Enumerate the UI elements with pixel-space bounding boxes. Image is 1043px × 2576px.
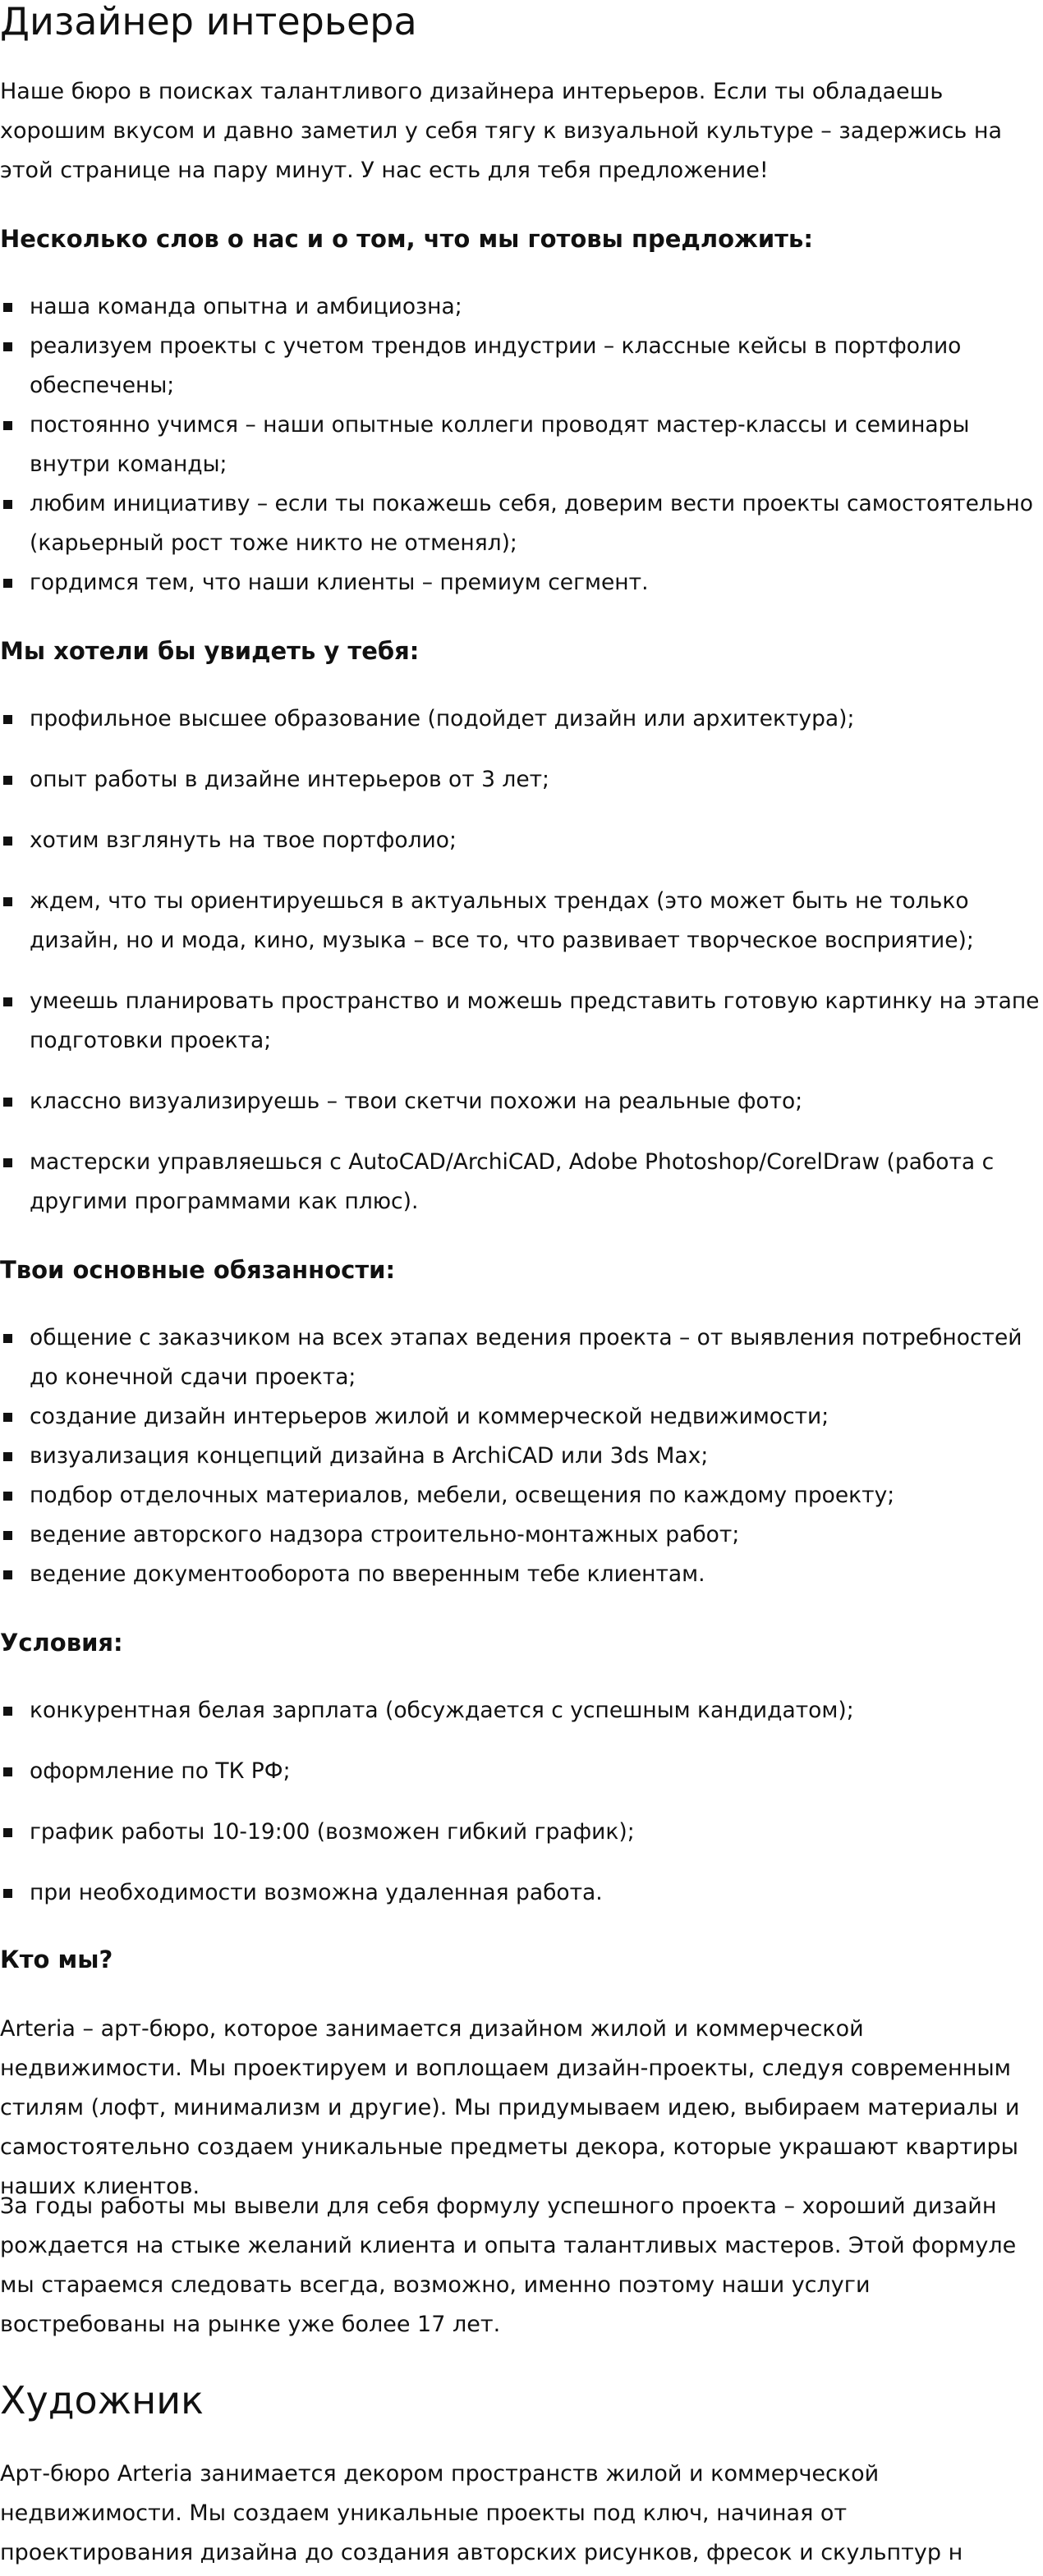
about-list <box>0 287 1041 603</box>
list-item-text: умеешь планировать пространство и можешь представить готовую картинку на этапе подготовки проекта; <box>30 988 1040 1053</box>
bullet-icon <box>3 342 12 351</box>
vacancy-title-interior-designer: Дизайнер интерьера <box>0 0 417 44</box>
bullet-icon <box>3 1492 12 1501</box>
list-item <box>0 327 1041 406</box>
bullet-icon <box>3 1452 12 1461</box>
bullet-icon <box>3 837 12 846</box>
vacancy-title-artist: Художник <box>0 2378 204 2422</box>
list-item-text: классно визуализируешь – твои скетчи похожи на реальные фото; <box>30 1089 803 1114</box>
bullet-icon <box>3 1828 12 1837</box>
bullet-icon <box>3 500 12 509</box>
list-item <box>0 1318 1041 1397</box>
list-item <box>0 699 1041 739</box>
who-paragraph-1: Arteria – арт-бюро, которое занимается дизайном жилой и коммерческой недвижимости. Мы проектируем и воплощаем дизайн-проекты, следуя современным стилям (лофт, минимализм и другие). Мы придумываем идею, выбираем материалы и самостоятельно создаем уникальные предметы декора, которые украшают квартиры наших клиентов. <box>0 2016 1020 2199</box>
bullet-icon <box>3 1531 12 1540</box>
list-item-text: опыт работы в дизайне интерьеров от 3 лет; <box>30 767 549 792</box>
list-item <box>0 1873 1041 1913</box>
list-item-text: постоянно учимся – наши опытные коллеги проводят мастер-классы и семинары внутри команды; <box>30 412 970 477</box>
list-item <box>0 1143 1041 1222</box>
conditions-heading: Условия: <box>0 1629 123 1657</box>
list-item <box>0 1555 1041 1594</box>
list-item <box>0 563 1041 603</box>
list-item-text: ведение авторского надзора строительно-монтажных работ; <box>30 1522 740 1547</box>
requirements-heading: Мы хотели бы увидеть у тебя: <box>0 637 420 665</box>
about-heading: Несколько слов о нас и о том, что мы готовы предложить: <box>0 225 813 253</box>
who-heading: Кто мы? <box>0 1946 113 1973</box>
list-item <box>0 406 1041 484</box>
list-item <box>0 484 1041 563</box>
who-paragraph-2: За годы работы мы вывели для себя формулу успешного проекта – хороший дизайн рождается на стыке желаний клиента и опыта талантливых мастеров. Этой формуле мы стараемся следовать всегда, возможно, именно поэтому наши услуги востребованы на рынке уже более 17 лет. <box>0 2193 1017 2337</box>
list-item-text: любим инициативу – если ты покажешь себя, доверим вести проекты самостоятельно (карьерный рост тоже никто не отменял); <box>30 491 1034 556</box>
list-item-text: при необходимости возможна удаленная работа. <box>30 1880 603 1905</box>
list-item-text: гордимся тем, что наши клиенты – премиум сегмент. <box>30 570 649 595</box>
bullet-icon <box>3 1098 12 1107</box>
list-item-text: конкурентная белая зарплата (обсуждается с успешным кандидатом); <box>30 1698 854 1723</box>
bullet-icon <box>3 1570 12 1579</box>
bullet-icon <box>3 715 12 724</box>
list-item-text: хотим взглянуть на твое портфолио; <box>30 827 457 853</box>
list-item <box>0 1752 1041 1791</box>
bullet-icon <box>3 1889 12 1898</box>
list-item <box>0 982 1041 1061</box>
bullet-icon <box>3 303 12 312</box>
list-item-text: реализуем проекты с учетом трендов индустрии – классные кейсы в портфолио обеспечены; <box>30 333 962 398</box>
bullet-icon <box>3 1707 12 1716</box>
list-item-text: подбор отделочных материалов, мебели, освещения по каждому проекту; <box>30 1483 895 1508</box>
list-item <box>0 1082 1041 1121</box>
bullet-icon <box>3 1158 12 1167</box>
list-item <box>0 287 1041 327</box>
bullet-icon <box>3 1413 12 1422</box>
list-item-text: общение с заказчиком на всех этапах ведения проекта – от выявления потребностей до конечной сдачи проекта; <box>30 1325 1022 1390</box>
list-item <box>0 1437 1041 1476</box>
bullet-icon <box>3 421 12 430</box>
duties-list <box>0 1318 1041 1594</box>
list-item-text: наша команда опытна и амбициозна; <box>30 294 462 319</box>
conditions-list <box>0 1691 1041 1913</box>
bullet-icon <box>3 1334 12 1343</box>
list-item <box>0 1813 1041 1852</box>
requirements-list <box>0 699 1041 1222</box>
duties-heading: Твои основные обязанности: <box>0 1256 396 1284</box>
list-item-text: мастерски управляешься с AutoCAD/ArchiCAD, Adobe Photoshop/CorelDraw (работа с другими программами как плюс). <box>30 1149 995 1214</box>
list-item <box>0 760 1041 800</box>
list-item <box>0 882 1041 960</box>
bullet-icon <box>3 579 12 588</box>
list-item-text: визуализация концепций дизайна в ArchiCAD или 3ds Max; <box>30 1443 709 1469</box>
artist-intro: Арт-бюро Arteria занимается декором пространств жилой и коммерческой недвижимости. Мы создаем уникальные проекты под ключ, начиная от проектирования дизайна до создания авторских рисунков, фресок и скульптур н <box>0 2461 963 2565</box>
list-item-text: график работы 10-19:00 (возможен гибкий график); <box>30 1819 635 1845</box>
list-item <box>0 1397 1041 1437</box>
list-item <box>0 821 1041 860</box>
bullet-icon <box>3 776 12 785</box>
list-item <box>0 1476 1041 1515</box>
list-item <box>0 1515 1041 1555</box>
list-item-text: ждем, что ты ориентируешься в актуальных трендах (это может быть не только дизайн, но и мода, кино, музыка – все то, что развивает творческое восприятие); <box>30 888 974 953</box>
list-item-text: создание дизайн интерьеров жилой и коммерческой недвижимости; <box>30 1404 829 1429</box>
vacancy-intro: Наше бюро в поисках талантливого дизайнера интерьеров. Если ты обладаешь хорошим вкусом и давно заметил у себя тягу к визуальной культуре – задержись на этой странице на пару минут. У нас есть для тебя предложение! <box>0 79 1003 183</box>
list-item-text: профильное высшее образование (подойдет дизайн или архитектура); <box>30 706 855 731</box>
list-item-text: ведение документооборота по вверенным тебе клиентам. <box>30 1561 705 1587</box>
list-item <box>0 1691 1041 1730</box>
bullet-icon <box>3 1767 12 1776</box>
bullet-icon <box>3 897 12 906</box>
list-item-text: оформление по ТК РФ; <box>30 1758 291 1784</box>
bullet-icon <box>3 997 12 1006</box>
